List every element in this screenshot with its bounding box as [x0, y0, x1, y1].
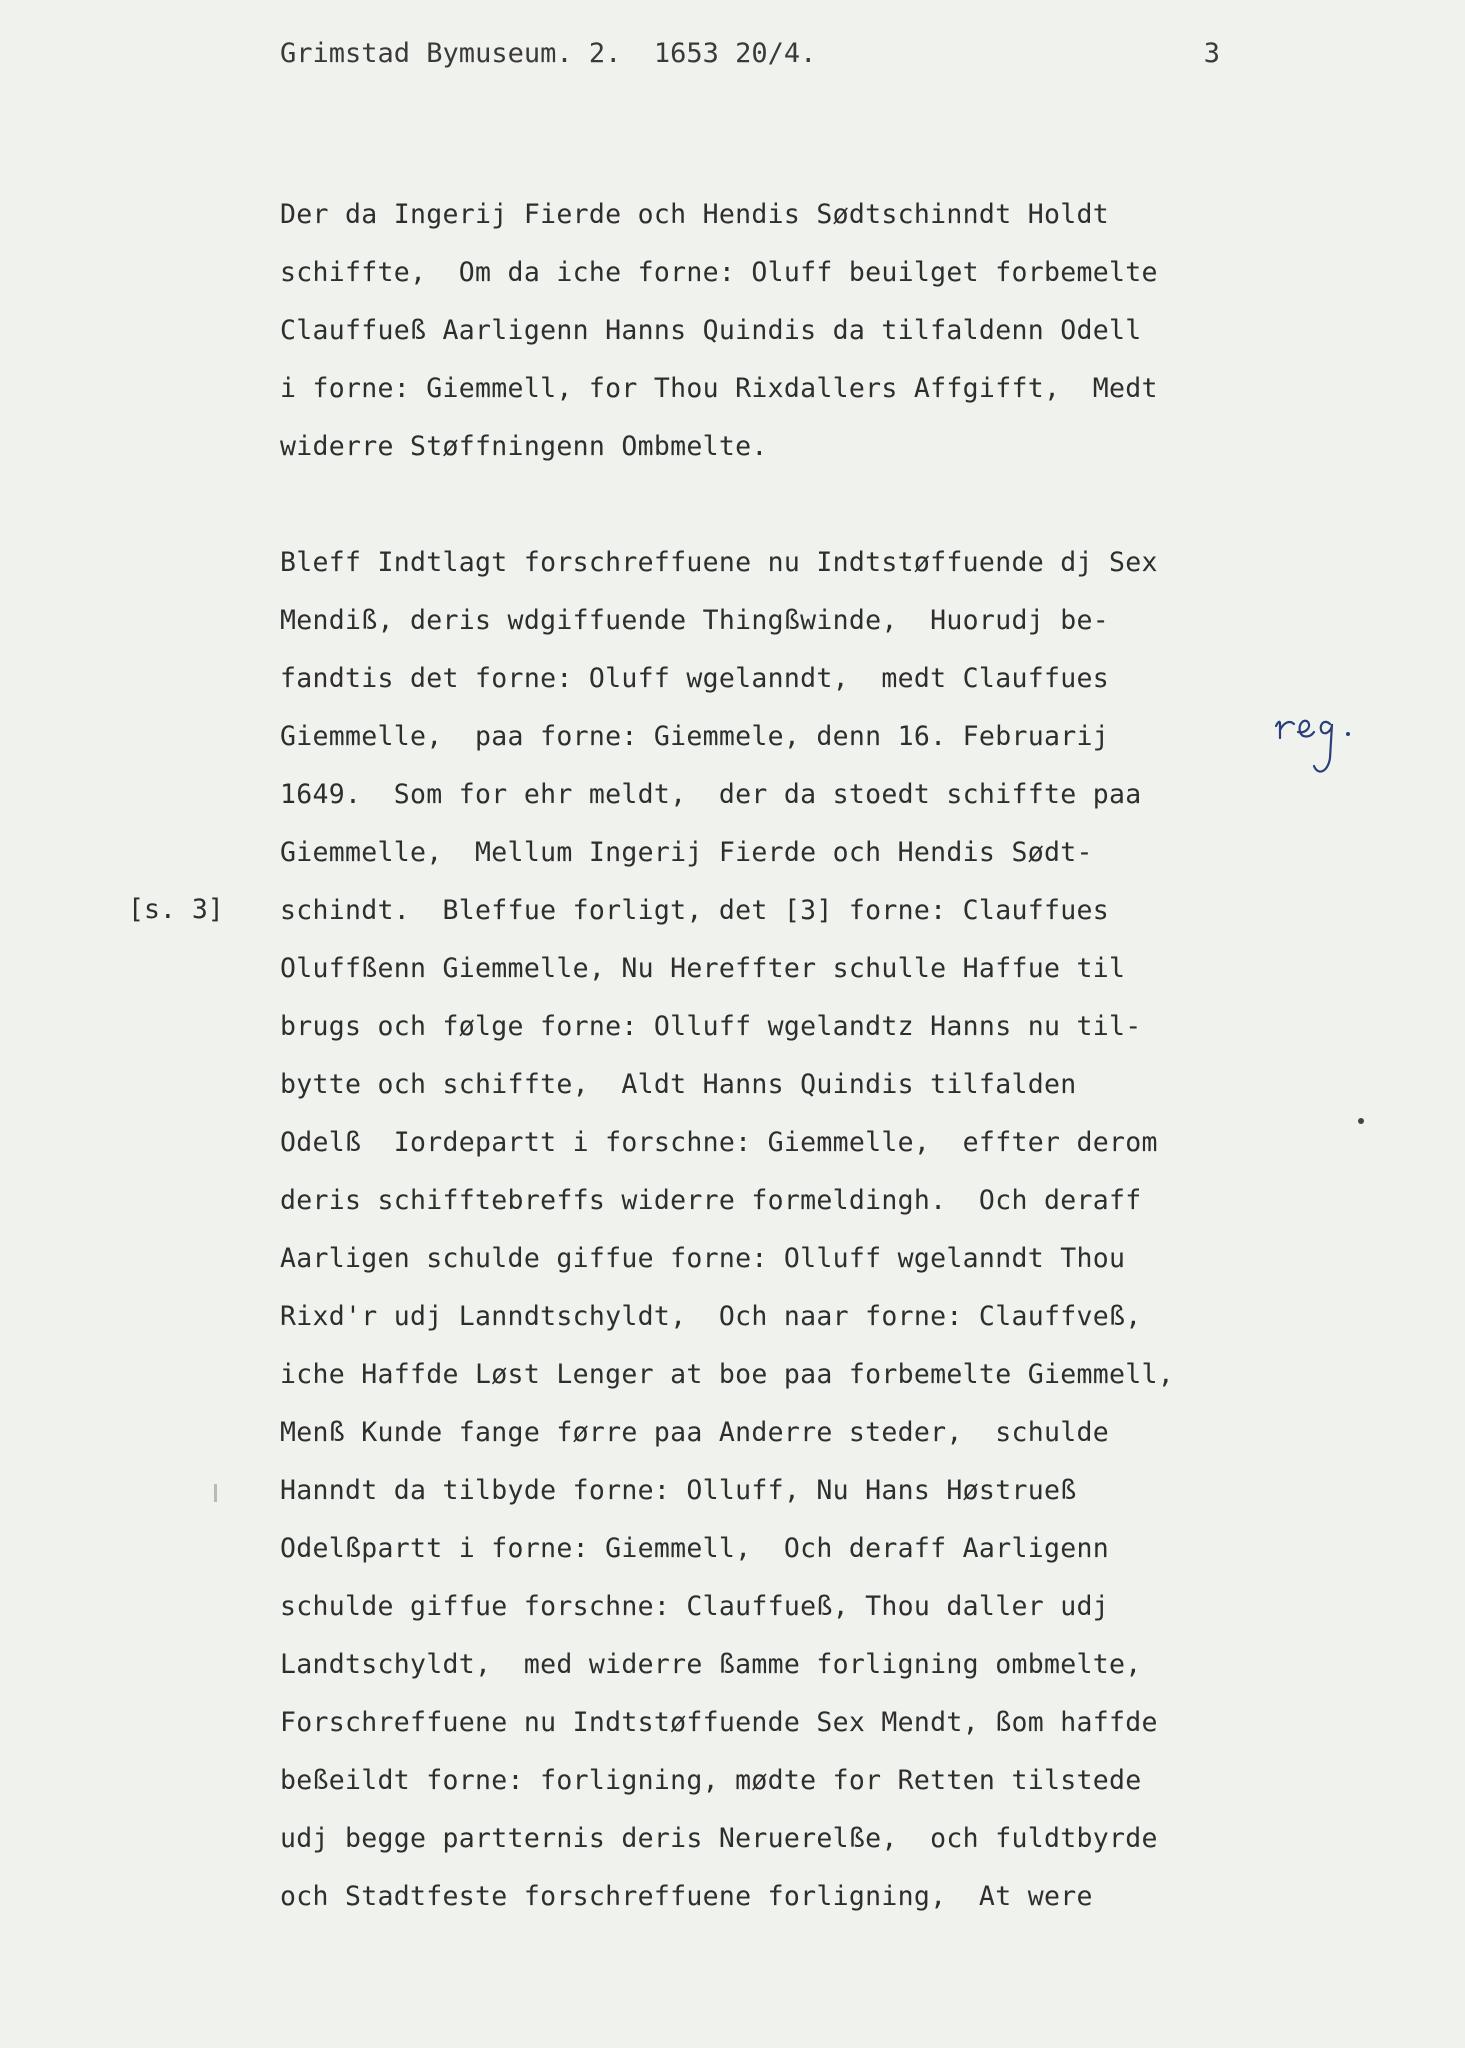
paragraph-2: [280, 534, 1174, 1926]
text-line: iche Haffde Løst Lenger at boe paa forbemelte Giemmell,: [280, 1359, 1174, 1390]
text-line: beßeildt forne: forligning, mødte for Retten tilstede: [280, 1765, 1142, 1796]
text-line: och Stadtfeste forschreffuene forligning, At were: [280, 1881, 1093, 1912]
text-line: Odelß Iordepartt i forschne: Giemmelle, effter derom: [280, 1127, 1158, 1158]
text-line: schiffte, Om da iche forne: Oluff beuilget forbemelte: [280, 257, 1158, 288]
text-line: 1649. Som for ehr meldt, der da stoedt schiffte paa: [280, 779, 1142, 810]
text-line: Landtschyldt, med widerre ßamme forligning ombmelte,: [280, 1649, 1142, 1680]
text-line: brugs och følge forne: Olluff wgelandtz Hanns nu til-: [280, 1011, 1142, 1042]
text-line: Bleff Indtlagt forschreffuene nu Indtstøffuende dj Sex: [280, 547, 1158, 578]
handwritten-annotation: [1268, 708, 1358, 788]
text-line: fandtis det forne: Oluff wgelanndt, medt Clauffues: [280, 663, 1109, 694]
text-line: Giemmelle, Mellum Ingerij Fierde och Hendis Sødt-: [280, 837, 1093, 868]
text-line: Odelßpartt i forne: Giemmell, Och deraff Aarligenn: [280, 1533, 1109, 1564]
margin-page-reference: [s. 3]: [128, 894, 224, 925]
text-line: Clauffueß Aarligenn Hanns Quindis da tilfaldenn Odell: [280, 315, 1142, 346]
text-line: Rixd'r udj Lanndtschyldt, Och naar forne: Clauffveß,: [280, 1301, 1142, 1332]
text-line: schindt. Bleffue forligt, det [3] forne: Clauffues: [280, 895, 1109, 926]
text-line: Der da Ingerij Fierde och Hendis Sødtschinndt Holdt: [280, 199, 1109, 230]
text-line: widerre Støffningenn Ombmelte.: [280, 431, 768, 462]
text-line: Mendiß, deris wdgiffuende Thingßwinde, Huorudj be-: [280, 605, 1109, 636]
text-line: Menß Kunde fange førre paa Anderre steder, schulde: [280, 1417, 1109, 1448]
text-line: Giemmelle, paa forne: Giemmele, denn 16. Februarij: [280, 721, 1109, 752]
page-number: 3: [1203, 38, 1220, 69]
paper-mark: [214, 1484, 217, 1502]
text-line: Hanndt da tilbyde forne: Olluff, Nu Hans Høstrueß: [280, 1475, 1077, 1506]
paragraph-1: [280, 186, 1158, 476]
text-line: Forschreffuene nu Indtstøffuende Sex Mendt, ßom haffde: [280, 1707, 1158, 1738]
text-line: i forne: Giemmell, for Thou Rixdallers Affgifft, Medt: [280, 373, 1158, 404]
text-line: udj begge partternis deris Neruerelße, och fuldtbyrde: [280, 1823, 1158, 1854]
ink-dot: [1358, 1118, 1364, 1124]
text-line: Oluffßenn Giemmelle, Nu Hereffter schulle Haffue til: [280, 953, 1126, 984]
text-line: schulde giffue forschne: Clauffueß, Thou daller udj: [280, 1591, 1109, 1622]
text-line: bytte och schiffte, Aldt Hanns Quindis tilfalden: [280, 1069, 1077, 1100]
header-title: Grimstad Bymuseum. 2. 1653 20/4.: [280, 38, 817, 69]
text-line: Aarligen schulde giffue forne: Olluff wgelanndt Thou: [280, 1243, 1126, 1274]
text-line: deris schifftebreffs widerre formeldingh. Och deraff: [280, 1185, 1142, 1216]
